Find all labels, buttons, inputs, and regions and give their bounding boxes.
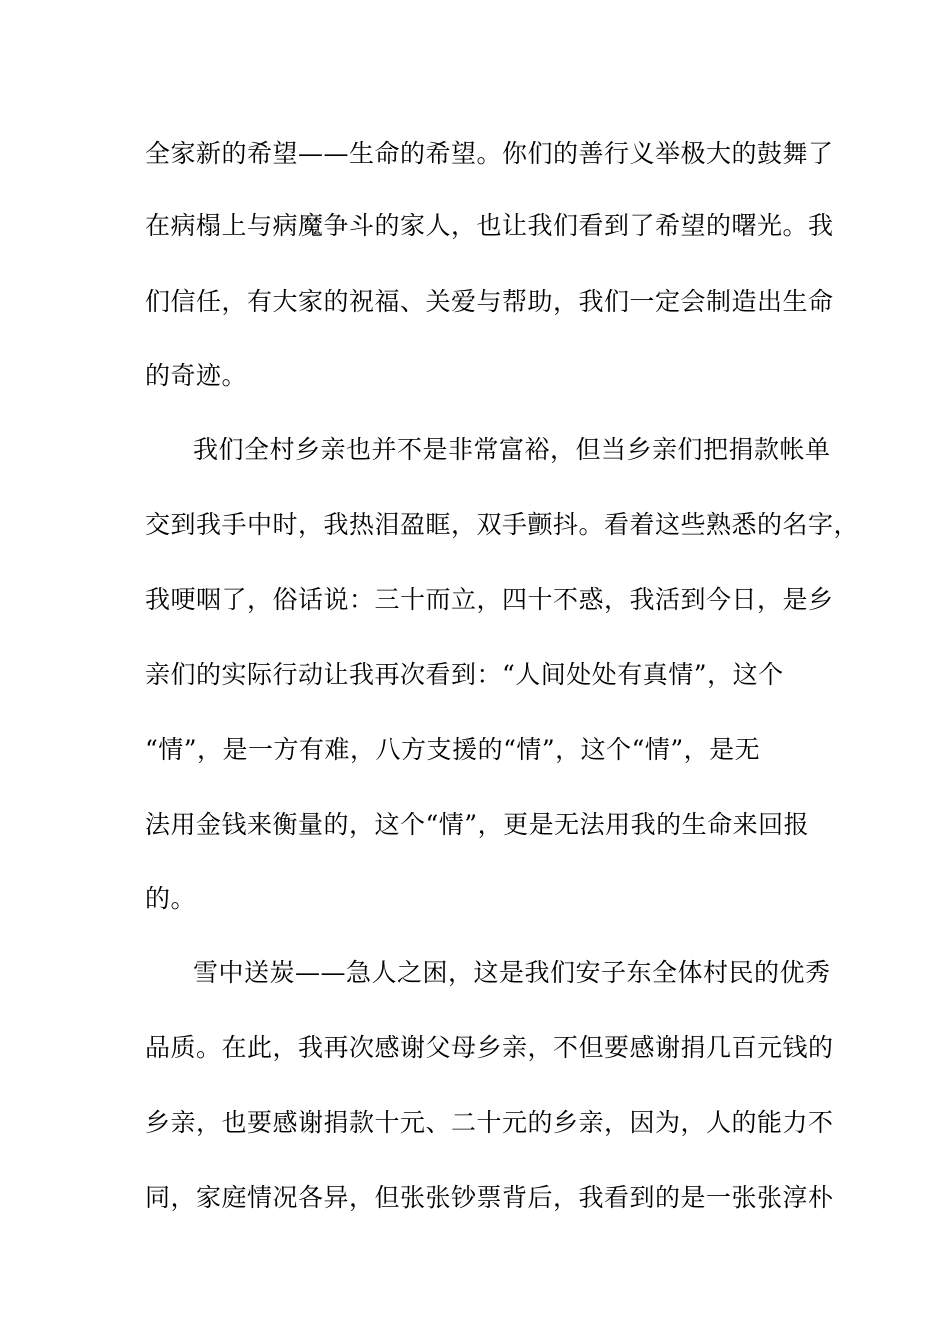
paragraph-line: 雪中送炭——急人之困，这是我们安子东全体村民的优秀 bbox=[193, 958, 831, 987]
paragraph-line: 品质。在此，我再次感谢父母乡亲，不但要感谢捐几百元钱的 bbox=[145, 1033, 834, 1062]
paragraph-line: 全家新的希望——生命的希望。你们的善行义举极大的鼓舞了 bbox=[145, 139, 834, 168]
paragraph-line: 我哽咽了，俗话说：三十而立，四十不惑，我活到今日，是乡 bbox=[145, 585, 834, 614]
paragraph-line: 交到我手中时，我热泪盈眶，双手颤抖。看着这些熟悉的名字， bbox=[145, 510, 860, 539]
paragraph-line: 的。 bbox=[145, 884, 197, 913]
paragraph-line: “情”，是一方有难，八方支援的“情”，这个“情”，是无 bbox=[145, 735, 761, 764]
paragraph-line: 在病榻上与病魔争斗的家人，也让我们看到了希望的曙光。我 bbox=[145, 211, 834, 240]
paragraph-line: 乡亲，也要感谢捐款十元、二十元的乡亲，因为，人的能力不 bbox=[145, 1108, 834, 1137]
paragraph-line: 我们全村乡亲也并不是非常富裕，但当乡亲们把捐款帐单 bbox=[193, 435, 831, 464]
paragraph-line: 的奇迹。 bbox=[145, 361, 248, 390]
paragraph-line: 们信任，有大家的祝福、关爱与帮助，我们一定会制造出生命 bbox=[145, 287, 834, 316]
paragraph-line: 法用金钱来衡量的，这个“情”，更是无法用我的生命来回报 bbox=[145, 810, 810, 839]
paragraph-line: 亲们的实际行动让我再次看到：“人间处处有真情”，这个 bbox=[145, 660, 784, 689]
paragraph-line: 同，家庭情况各异，但张张钞票背后，我看到的是一张张淳朴 bbox=[145, 1183, 834, 1212]
